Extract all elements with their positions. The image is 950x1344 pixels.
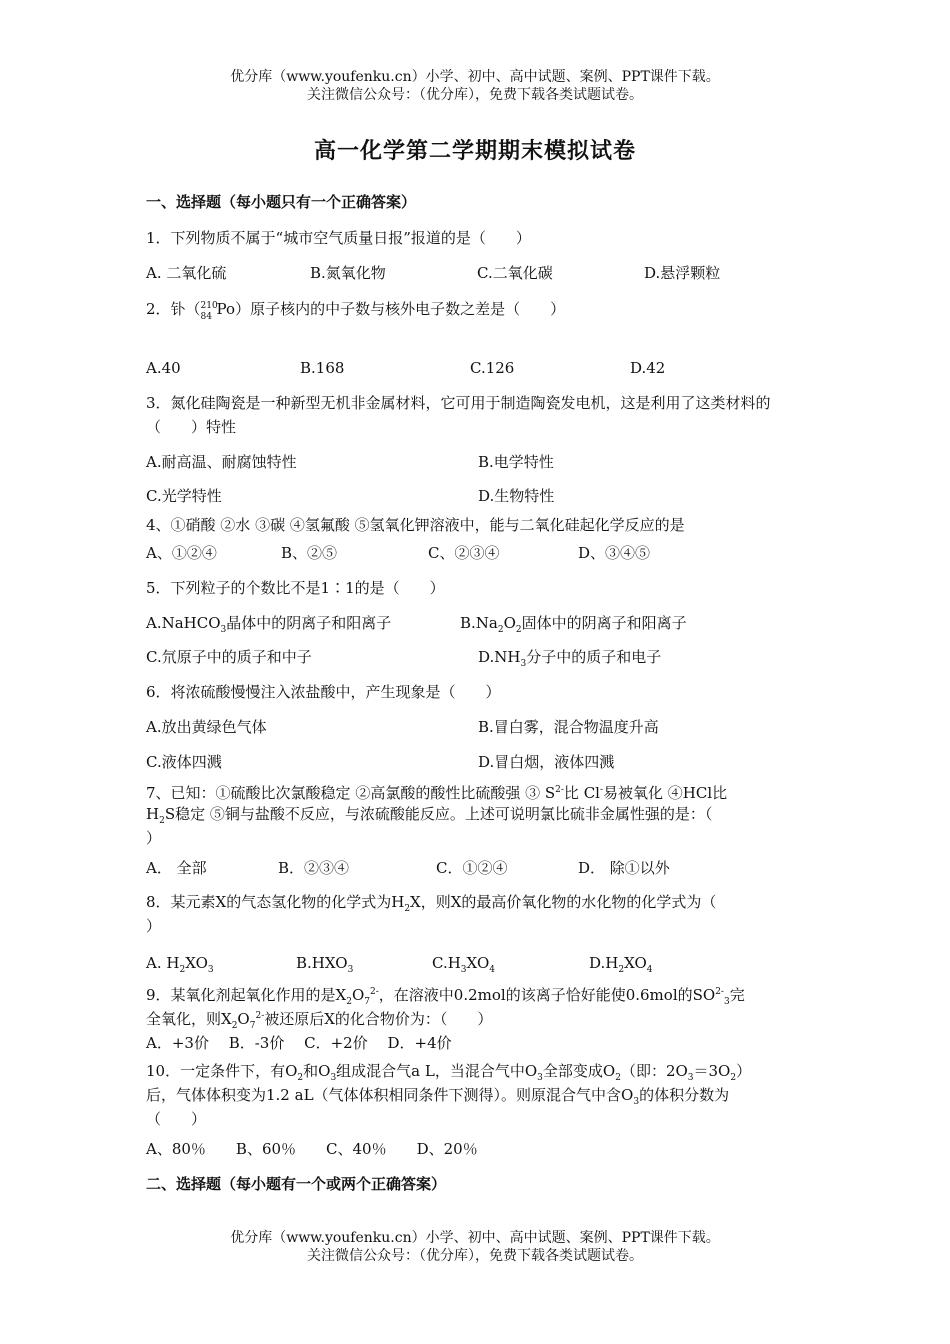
page-header: [0, 68, 950, 104]
question-6-option-d: D.冒白烟，液体四溅: [478, 753, 615, 771]
header-line-2: 关注微信公众号：（优分库），免费下载各类试题试卷。: [307, 87, 643, 103]
question-7-line-2: $H_2S$稳定 ⑤铜与盐酸不反应，与浓硫酸能反应。上述可说明氯比硫非金属性强的是：（: [146, 805, 713, 826]
question-8-line-1: 8．某元素X的气态氢化物的化学式为$H_2X$，则X的最高价氧化物的水化物的化学式为（: [146, 893, 717, 914]
page-title: 高一化学第二学期期末模拟试卷: [313, 138, 636, 164]
section-2-heading: 二、选择题（每小题有一个或两个正确答案）: [146, 1175, 447, 1193]
question-6-option-b: B.冒白雾，混合物温度升高: [478, 718, 659, 736]
question-8-line-2: ）: [146, 917, 162, 935]
question-2-stem: [146, 299, 566, 322]
question-10-line-3: （ ）: [146, 1110, 207, 1128]
question-9-line-1: 9．某氧化剂起氧化作用的是$X_2O_7^{2-}$，在溶液中0.2mol的该离子恰好能使0.6mol的$SO^{2-}_3$完: [146, 986, 745, 1007]
question-7-line-3: ）: [146, 829, 162, 847]
question-4-stem: 4、①硝酸 ②水 ③碳 ④氢氟酸 ⑤氢氧化钾溶液中，能与二氧化硅起化学反应的是: [146, 516, 685, 534]
question-3-option-a: A.耐高温、耐腐蚀特性: [146, 453, 297, 471]
question-5-stem: 5．下列粒子的个数比不是1∶1的是（ ）: [146, 579, 445, 597]
header-line-1: 优分库（www.youfenku.cn）小学、初中、高中试题、案例、PPT课件下载。: [230, 69, 720, 85]
question-3-option-b: B.电学特性: [478, 453, 554, 471]
question-1-option-a: A. 二氧化硫: [146, 264, 227, 282]
question-2-option-c: C.126: [470, 359, 515, 377]
question-3-stem: 3．氮化硅陶瓷是一种新型无机非金属材料，它可用于制造陶瓷发电机，这是利用了这类材料的（ ）特性: [146, 394, 771, 436]
page-footer: [0, 1229, 950, 1265]
footer-line-2: 关注微信公众号：（优分库），免费下载各类试题试卷。: [307, 1248, 643, 1264]
mass-number: 210: [200, 301, 218, 311]
question-7-option-b: B．②③④: [278, 859, 350, 877]
question-7-line-1: 7、已知：①硫酸比次氯酸稳定 ②高氯酸的酸性比硫酸强 ③ $S^{2-}$比 Cl-易被氧化 ④HCl比: [146, 784, 728, 802]
question-5-option-b: $B.Na_2O_2$固体中的阴离子和阳离子: [460, 614, 687, 635]
question-1-option-d: D.悬浮颗粒: [644, 264, 721, 282]
question-5-option-a: A.NaHCO$_3$晶体中的阴离子和阳离子: [146, 614, 392, 635]
question-7-option-a: A． 全部: [146, 859, 207, 877]
atomic-number: 84: [200, 312, 212, 322]
question-7-option-c: C．①②④: [436, 859, 508, 877]
question-8-option-a: A. $H_2XO_3$: [146, 954, 214, 975]
question-2-stem-post: ）原子核内的中子数与核外电子数之差是（ ）: [235, 300, 566, 318]
question-7-option-d: D． 除①以外: [578, 859, 670, 877]
question-3-option-c: C.光学特性: [146, 487, 222, 505]
question-5-option-c: C.氘原子中的质子和中子: [146, 648, 312, 666]
footer-line-1: 优分库（www.youfenku.cn）小学、初中、高中试题、案例、PPT课件下载。: [230, 1230, 720, 1246]
element-symbol: Po: [216, 300, 236, 318]
question-8-option-c: $C.H_3XO_4$: [432, 954, 495, 975]
question-6-stem: 6．将浓硫酸慢慢注入浓盐酸中，产生现象是（ ）: [146, 683, 501, 701]
question-1-option-c: C.二氧化碳: [477, 264, 553, 282]
question-3-option-d: D.生物特性: [478, 487, 555, 505]
question-2-stem-pre: 2．钋（: [146, 300, 201, 318]
question-4-option-c: C、②③④: [428, 544, 500, 562]
question-6-option-c: C.液体四溅: [146, 753, 222, 771]
question-5-option-d: $D.NH_3$分子中的质子和电子: [478, 648, 662, 669]
question-4-option-a: A、①②④: [146, 544, 217, 562]
question-10-line-1: 10．一定条件下，有$O_2$和$O_3$组成混合气a L，当混合气中$O_3$全部变成$O_2$（即：$2O_3=3O_2$）: [146, 1062, 752, 1083]
question-4-option-d: D、③④⑤: [578, 544, 651, 562]
question-2-option-a: A.40: [146, 359, 181, 377]
question-8-option-b: $B.HXO_3$: [296, 954, 354, 975]
question-2-option-d: D.42: [630, 359, 666, 377]
question-6-option-a: A.放出黄绿色气体: [146, 718, 267, 736]
question-4-option-b: B、②⑤: [281, 544, 338, 562]
section-1-heading: 一、选择题（每小题只有一个正确答案）: [146, 193, 417, 211]
question-9-options: A．+3价 B．-3价 C．+2价 D．+4价: [146, 1034, 452, 1052]
question-9-line-2: 全氧化，则$X_2O_7^{2-}$被还原后X的化合物价为：（ ）: [146, 1010, 493, 1031]
question-1-stem: 1．下列物质不属于“城市空气质量日报”报道的是（ ）: [146, 229, 531, 247]
question-1-option-b: B.氮氧化物: [310, 264, 386, 282]
question-2-option-b: B.168: [300, 359, 345, 377]
question-8-option-d: $D.H_2XO_4$: [589, 954, 653, 975]
isotope-notation: [200, 299, 218, 322]
question-10-line-2: 后，气体体积变为1.2 aL（气体体积相同条件下测得）。则原混合气中含$O_3$的体积分数为: [146, 1086, 730, 1107]
question-10-options: A、80％ B、60％ C、40％ D、20％: [146, 1140, 478, 1158]
